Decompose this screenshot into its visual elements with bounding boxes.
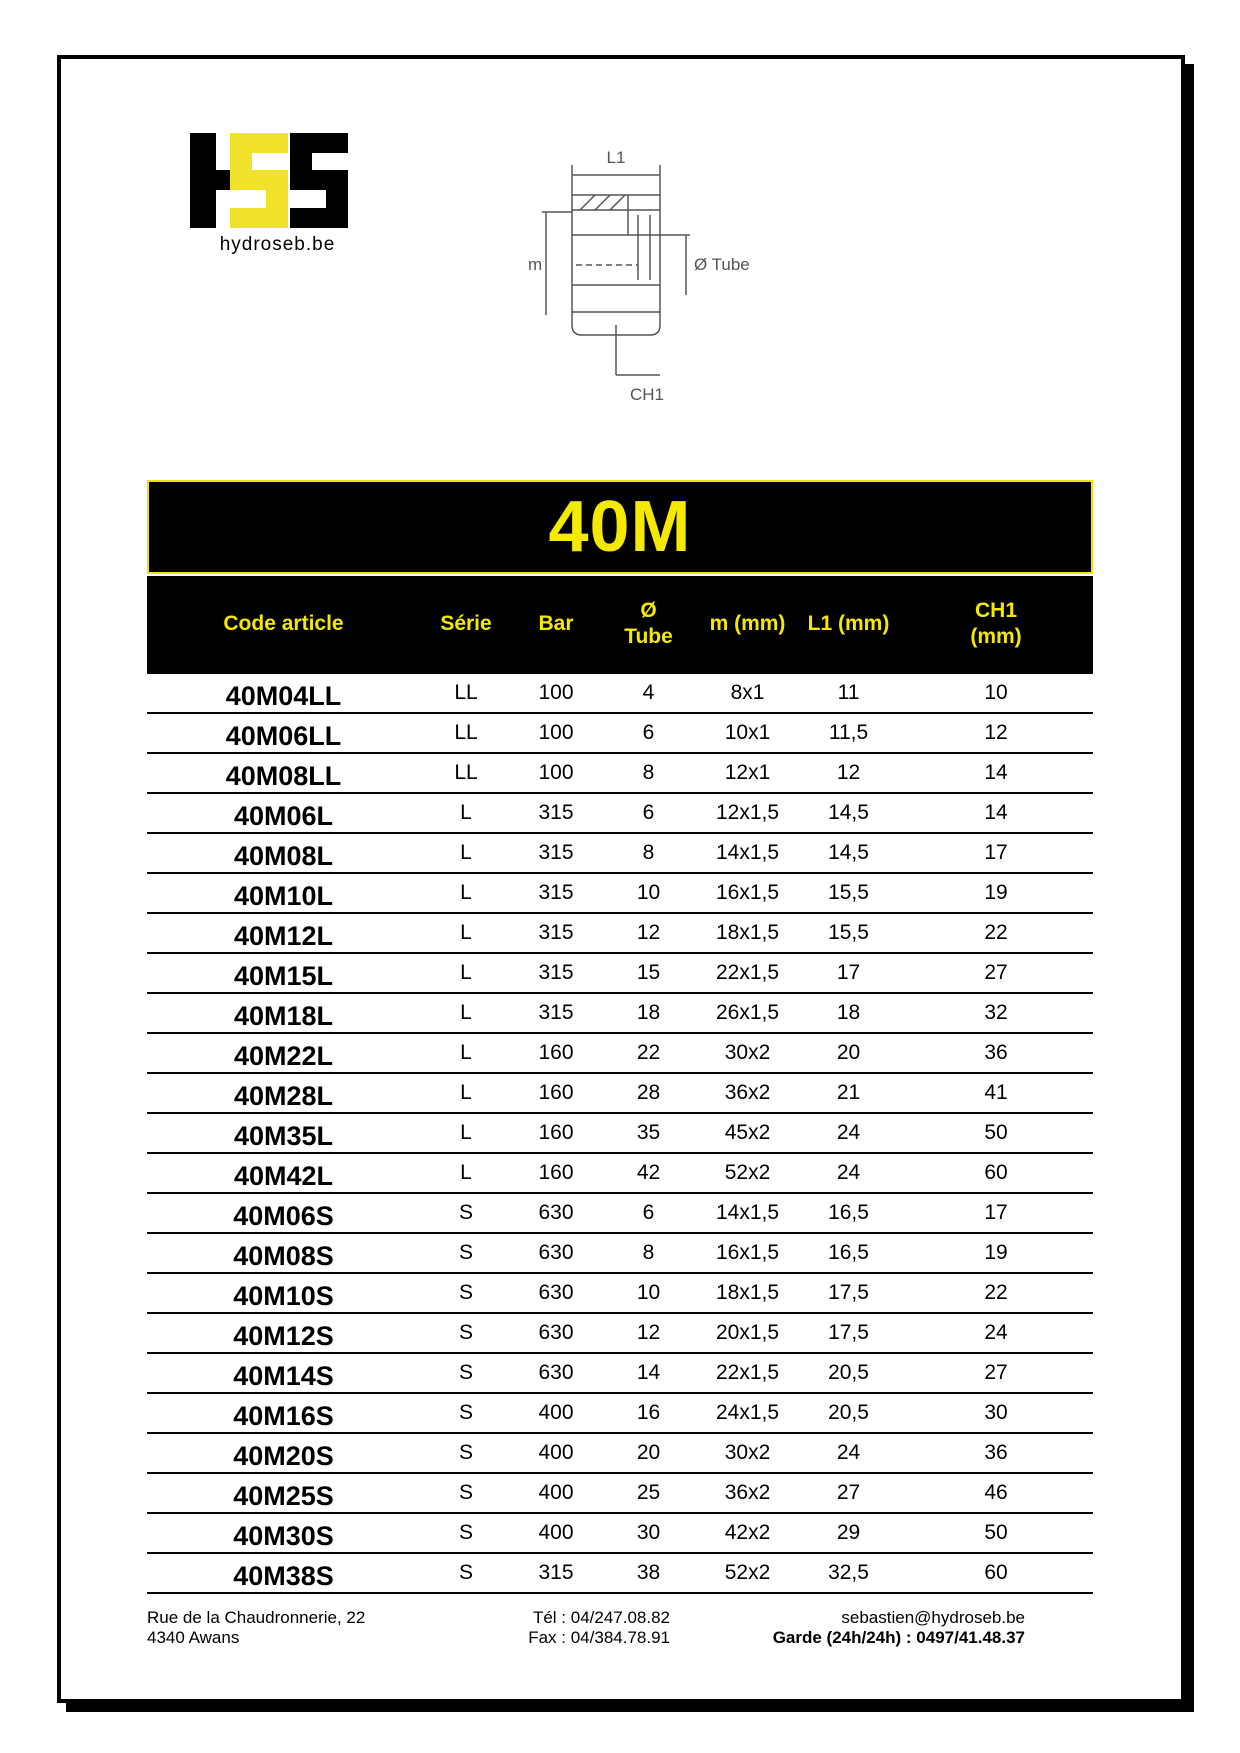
cell-l1: 32,5: [798, 1553, 899, 1593]
cell-m: 24x1,5: [697, 1393, 798, 1433]
cell-code: 40M15L: [147, 953, 420, 993]
table-row: [147, 1153, 1093, 1193]
cell-code: 40M38S: [147, 1553, 420, 1593]
cell-ch1: 24: [899, 1313, 1093, 1353]
cell-ch1: 32: [899, 993, 1093, 1033]
cell-l1: 16,5: [798, 1233, 899, 1273]
header-m: m (mm): [697, 576, 798, 673]
cell-m: 36x2: [697, 1473, 798, 1513]
footer-address: [147, 1608, 365, 1648]
cell-m: 36x2: [697, 1073, 798, 1113]
table-row: [147, 913, 1093, 953]
cell-serie: S: [420, 1553, 512, 1593]
cell-bar: 400: [512, 1393, 600, 1433]
product-title: 40M: [548, 487, 692, 567]
cell-serie: L: [420, 793, 512, 833]
cell-ch1: 36: [899, 1033, 1093, 1073]
cell-serie: LL: [420, 713, 512, 753]
cell-bar: 630: [512, 1273, 600, 1313]
cell-l1: 29: [798, 1513, 899, 1553]
header-tube-line1: Ø: [640, 599, 657, 622]
cell-m: 12x1: [697, 753, 798, 793]
cell-m: 12x1,5: [697, 793, 798, 833]
table-row: [147, 1513, 1093, 1553]
cell-code: 40M04LL: [147, 673, 420, 713]
footer-phone: [460, 1608, 670, 1648]
cell-serie: L: [420, 953, 512, 993]
cell-code: 40M08S: [147, 1233, 420, 1273]
cell-code: 40M06S: [147, 1193, 420, 1233]
cell-tube: 8: [600, 833, 697, 873]
cell-tube: 6: [600, 713, 697, 753]
cell-bar: 400: [512, 1513, 600, 1553]
cell-l1: 20,5: [798, 1393, 899, 1433]
cell-code: 40M28L: [147, 1073, 420, 1113]
cell-bar: 630: [512, 1353, 600, 1393]
cell-ch1: 19: [899, 873, 1093, 913]
cell-tube: 20: [600, 1433, 697, 1473]
cell-tube: 10: [600, 873, 697, 913]
cell-tube: 15: [600, 953, 697, 993]
cell-bar: 315: [512, 913, 600, 953]
table-row: [147, 1113, 1093, 1153]
cell-serie: LL: [420, 753, 512, 793]
cell-ch1: 17: [899, 1193, 1093, 1233]
cell-m: 16x1,5: [697, 1233, 798, 1273]
cell-ch1: 14: [899, 793, 1093, 833]
spec-table: [147, 576, 1093, 1594]
cell-serie: L: [420, 993, 512, 1033]
ch1-label: CH1: [630, 385, 665, 404]
header-ch1: [899, 576, 1093, 673]
cell-ch1: 50: [899, 1513, 1093, 1553]
cell-bar: 630: [512, 1313, 600, 1353]
table-row: [147, 1313, 1093, 1353]
cell-tube: 4: [600, 673, 697, 713]
cell-code: 40M06L: [147, 793, 420, 833]
garde-number: Garde (24h/24h) : 0497/41.48.37: [772, 1628, 1025, 1647]
cell-serie: S: [420, 1313, 512, 1353]
cell-ch1: 22: [899, 1273, 1093, 1313]
cell-l1: 18: [798, 993, 899, 1033]
cell-m: 22x1,5: [697, 953, 798, 993]
header-bar: Bar: [512, 576, 600, 673]
cell-l1: 14,5: [798, 793, 899, 833]
cell-bar: 315: [512, 833, 600, 873]
cell-bar: 160: [512, 1073, 600, 1113]
cell-l1: 11: [798, 673, 899, 713]
nut-technical-drawing: [520, 150, 780, 430]
cell-ch1: 46: [899, 1473, 1093, 1513]
cell-bar: 315: [512, 993, 600, 1033]
table-row: [147, 833, 1093, 873]
cell-l1: 17,5: [798, 1313, 899, 1353]
cell-m: 52x2: [697, 1153, 798, 1193]
cell-bar: 315: [512, 953, 600, 993]
table-row: [147, 1073, 1093, 1113]
cell-ch1: 60: [899, 1553, 1093, 1593]
cell-l1: 24: [798, 1433, 899, 1473]
table-row: [147, 713, 1093, 753]
cell-l1: 20: [798, 1033, 899, 1073]
cell-ch1: 27: [899, 1353, 1093, 1393]
table-row: [147, 1273, 1093, 1313]
cell-l1: 11,5: [798, 713, 899, 753]
cell-bar: 315: [512, 1553, 600, 1593]
cell-serie: S: [420, 1273, 512, 1313]
cell-ch1: 10: [899, 673, 1093, 713]
cell-bar: 400: [512, 1433, 600, 1473]
header-tube: [600, 576, 697, 673]
cell-m: 16x1,5: [697, 873, 798, 913]
cell-tube: 28: [600, 1073, 697, 1113]
cell-serie: S: [420, 1193, 512, 1233]
header-ch1-line1: CH1: [974, 599, 1017, 622]
cell-bar: 400: [512, 1473, 600, 1513]
table-header-row: [147, 576, 1093, 673]
cell-bar: 315: [512, 873, 600, 913]
cell-tube: 16: [600, 1393, 697, 1433]
cell-m: 26x1,5: [697, 993, 798, 1033]
table-row: [147, 1193, 1093, 1233]
cell-l1: 17: [798, 953, 899, 993]
table-row: [147, 1473, 1093, 1513]
cell-l1: 27: [798, 1473, 899, 1513]
cell-m: 22x1,5: [697, 1353, 798, 1393]
cell-m: 20x1,5: [697, 1313, 798, 1353]
cell-ch1: 41: [899, 1073, 1093, 1113]
cell-ch1: 22: [899, 913, 1093, 953]
cell-tube: 30: [600, 1513, 697, 1553]
cell-bar: 630: [512, 1193, 600, 1233]
cell-ch1: 36: [899, 1433, 1093, 1473]
cell-m: 45x2: [697, 1113, 798, 1153]
cell-code: 40M10L: [147, 873, 420, 913]
cell-serie: L: [420, 1073, 512, 1113]
table-row: [147, 873, 1093, 913]
cell-m: 52x2: [697, 1553, 798, 1593]
cell-m: 14x1,5: [697, 833, 798, 873]
table-row: [147, 1393, 1093, 1433]
cell-tube: 8: [600, 753, 697, 793]
cell-code: 40M08L: [147, 833, 420, 873]
tube-label: Ø Tube: [694, 255, 750, 274]
cell-l1: 24: [798, 1153, 899, 1193]
header-serie: Série: [420, 576, 512, 673]
header-ch1-line2: (mm): [970, 625, 1022, 648]
cell-bar: 160: [512, 1033, 600, 1073]
cell-serie: S: [420, 1433, 512, 1473]
address-line-2: 4340 Awans: [147, 1628, 240, 1647]
header-tube-line2: Tube: [624, 625, 673, 648]
title-bar: [147, 480, 1093, 574]
cell-bar: 315: [512, 793, 600, 833]
cell-tube: 25: [600, 1473, 697, 1513]
header-code: Code article: [147, 576, 420, 673]
cell-bar: 100: [512, 673, 600, 713]
cell-l1: 14,5: [798, 833, 899, 873]
cell-serie: LL: [420, 673, 512, 713]
logo-text: hydroseb.be: [219, 234, 336, 255]
cell-serie: L: [420, 1153, 512, 1193]
cell-tube: 35: [600, 1113, 697, 1153]
cell-bar: 160: [512, 1113, 600, 1153]
cell-ch1: 14: [899, 753, 1093, 793]
cell-code: 40M30S: [147, 1513, 420, 1553]
table-row: [147, 1033, 1093, 1073]
address-line-1: Rue de la Chaudronnerie, 22: [147, 1608, 366, 1627]
cell-serie: S: [420, 1233, 512, 1273]
cell-ch1: 27: [899, 953, 1093, 993]
cell-code: 40M42L: [147, 1153, 420, 1193]
cell-serie: L: [420, 833, 512, 873]
cell-code: 40M08LL: [147, 753, 420, 793]
cell-code: 40M25S: [147, 1473, 420, 1513]
cell-code: 40M16S: [147, 1393, 420, 1433]
cell-l1: 15,5: [798, 873, 899, 913]
cell-tube: 10: [600, 1273, 697, 1313]
cell-bar: 160: [512, 1153, 600, 1193]
cell-tube: 42: [600, 1153, 697, 1193]
cell-ch1: 19: [899, 1233, 1093, 1273]
cell-tube: 12: [600, 1313, 697, 1353]
cell-code: 40M22L: [147, 1033, 420, 1073]
cell-ch1: 50: [899, 1113, 1093, 1153]
cell-l1: 17,5: [798, 1273, 899, 1313]
cell-bar: 100: [512, 753, 600, 793]
cell-bar: 630: [512, 1233, 600, 1273]
table-row: [147, 953, 1093, 993]
table-row: [147, 793, 1093, 833]
cell-code: 40M06LL: [147, 713, 420, 753]
cell-l1: 16,5: [798, 1193, 899, 1233]
cell-serie: S: [420, 1393, 512, 1433]
cell-m: 30x2: [697, 1033, 798, 1073]
cell-code: 40M35L: [147, 1113, 420, 1153]
fax-number: Fax : 04/384.78.91: [528, 1628, 670, 1647]
table-row: [147, 1553, 1093, 1593]
cell-ch1: 17: [899, 833, 1093, 873]
cell-l1: 12: [798, 753, 899, 793]
cell-serie: L: [420, 873, 512, 913]
m-label: m: [528, 255, 543, 274]
footer-contact: [700, 1608, 1025, 1648]
cell-serie: S: [420, 1473, 512, 1513]
cell-ch1: 12: [899, 713, 1093, 753]
cell-tube: 22: [600, 1033, 697, 1073]
cell-ch1: 30: [899, 1393, 1093, 1433]
cell-m: 42x2: [697, 1513, 798, 1553]
cell-serie: L: [420, 1033, 512, 1073]
cell-code: 40M10S: [147, 1273, 420, 1313]
cell-l1: 15,5: [798, 913, 899, 953]
cell-m: 18x1,5: [697, 1273, 798, 1313]
table-row: [147, 1233, 1093, 1273]
cell-l1: 20,5: [798, 1353, 899, 1393]
cell-serie: S: [420, 1513, 512, 1553]
cell-m: 18x1,5: [697, 913, 798, 953]
cell-m: 8x1: [697, 673, 798, 713]
cell-m: 30x2: [697, 1433, 798, 1473]
table-row: [147, 673, 1093, 713]
cell-code: 40M20S: [147, 1433, 420, 1473]
cell-tube: 8: [600, 1233, 697, 1273]
cell-l1: 21: [798, 1073, 899, 1113]
table-row: [147, 1433, 1093, 1473]
email-address: sebastien@hydroseb.be: [841, 1608, 1025, 1627]
cell-serie: L: [420, 1113, 512, 1153]
cell-code: 40M12L: [147, 913, 420, 953]
cell-code: 40M18L: [147, 993, 420, 1033]
cell-tube: 6: [600, 1193, 697, 1233]
cell-tube: 12: [600, 913, 697, 953]
cell-code: 40M12S: [147, 1313, 420, 1353]
header-l1: L1 (mm): [798, 576, 899, 673]
cell-serie: L: [420, 913, 512, 953]
table-row: [147, 1353, 1093, 1393]
cell-tube: 6: [600, 793, 697, 833]
cell-code: 40M14S: [147, 1353, 420, 1393]
tel-number: Tél : 04/247.08.82: [532, 1608, 670, 1627]
cell-serie: S: [420, 1353, 512, 1393]
cell-tube: 38: [600, 1553, 697, 1593]
cell-tube: 14: [600, 1353, 697, 1393]
cell-m: 14x1,5: [697, 1193, 798, 1233]
l1-label: L1: [606, 150, 626, 167]
table-row: [147, 753, 1093, 793]
cell-l1: 24: [798, 1113, 899, 1153]
cell-ch1: 60: [899, 1153, 1093, 1193]
cell-bar: 100: [512, 713, 600, 753]
cell-tube: 18: [600, 993, 697, 1033]
table-row: [147, 993, 1093, 1033]
cell-m: 10x1: [697, 713, 798, 753]
